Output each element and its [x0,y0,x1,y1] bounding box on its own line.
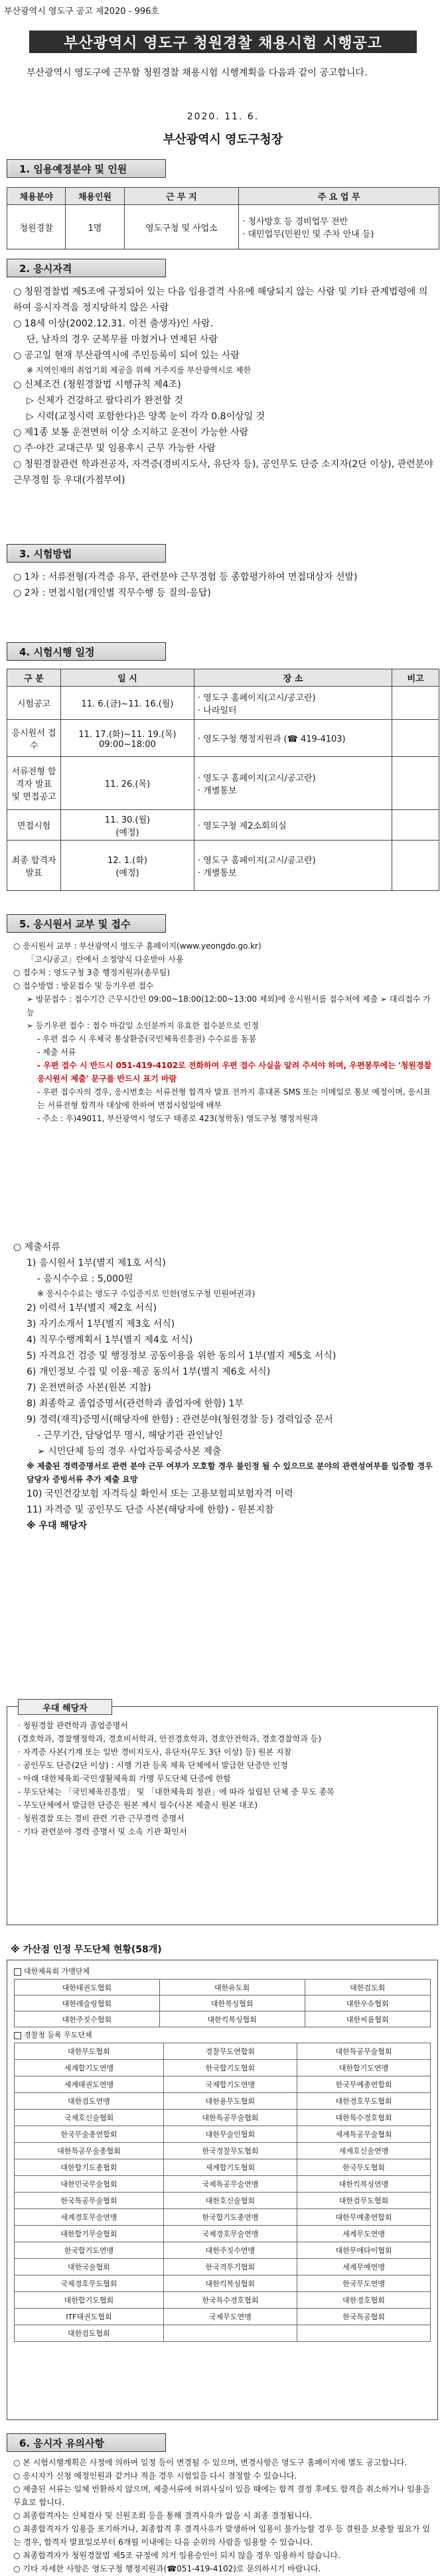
association-cell: 대한킥복싱협회 [159,2011,305,2027]
eligibility-item: ○ 청원경찰법 제5조에 규정되어 있는 다음 임용결격 사유에 해당되지 않는 사람 및 기타 관계법령에 의하여 응시자격을 정지당하지 않은 사람 [13,287,428,313]
association-cell: 대한용무도협회 [163,2093,297,2110]
preference-box-title: 우대 해당자 [18,1699,112,1715]
association-cell: 세계합기도연맹 [15,2060,164,2076]
association-cell: 한국무도협회 [297,2159,430,2176]
association-row [15,2292,431,2309]
positions-table [7,187,439,249]
doc-item: ※ 응시수수료는 영도구 수입증지로 인한(영도구청 민원여권과) [37,1289,256,1298]
doc-item: 11) 자격증 및 공인무도 단증 사본(해당자에 한함) - 원본지참 [27,1505,274,1515]
note-item: ○ 본 시험시행계획은 사정에 의하여 일정 등이 변경될 수 있으며, 변경사항은 영도구 홈페이지에 별도 공고합니다. [13,2458,408,2467]
association-cell: 대한무술인협회 [163,2126,297,2143]
association-cell: 세계경호무술연맹 [15,2209,164,2226]
schedule-date: 11. 26.(목) [61,757,194,810]
eligibility-item: ○ 청원경찰관련 학과전공자, 자격증(경비지도사, 유단자 등), 공인무도 단증 소지자(2단 이상), 관련분야 근무경험 등 우대(가점부여) [13,459,433,486]
doc-item: 3) 자기소개서 1부(별지 제3호 서식) [27,1319,175,1329]
schedule-note [392,841,439,891]
note-item: ○ 최종합격자가 청원경찰법 제5조 규정에 의거 임용승인이 되지 않을 경우 임용하지 않습니다. [13,2551,340,2560]
application-item: ○ 응시원서 교부 : 부산광역시 영도구 홈페이지(www.yeongdo.go.kr) [13,941,261,951]
section-6-heading: 6. 응시자 유의사항 [7,2433,166,2452]
association-cell: 한국특수경호협회 [163,2292,297,2309]
association-row [15,2060,431,2076]
schedule-item: 면접시험 [7,810,61,841]
eligibility-item: ○ 제1종 보통 운전면허 이상 소지하고 운전이 가능한 사람 [13,427,249,438]
col-header: 채용인원 [66,188,124,205]
schedule-item: 서류전형 합격자 발표 및 면접공고 [7,757,61,810]
association-cell: 대한검도협회 [15,2325,164,2342]
eligibility-list [13,284,435,488]
application-item: ○ 접수방법 : 방문접수 및 등기우편 접수 [13,981,154,990]
association-cell: 한국무술총연합회 [15,2126,164,2143]
doc-item: 6) 개인정보 수집 및 이용·제공 동의서 1부(별지 제6호 서식) [27,1367,271,1377]
application-item: - 우편 접수자의 경우, 응시번호는 서류전형 합격자 발표 전까지 휴대폰 SMS 또는 이메일로 통보 예정이며, 응시표는 서류전형 합격자 대상에 한하여 면접시험일에 배부 [37,1087,431,1110]
required-docs [13,1239,435,1534]
association-cell: 대한검도연맹 [15,2093,164,2110]
note-item: ○ 제출된 서류는 일체 반환하지 않으며, 제출서류에 허위사실이 있을 때에는 합격 결정 후에도 합격을 취소하거나 임용을 무효로 합니다. [13,2484,430,2507]
association-cell: 국제합기도연맹 [163,2076,297,2093]
schedule-place: · 영도구 홈페이지(고시/공고란) · 개별통보 [194,841,392,891]
association-cell: 대한킥복싱연맹 [297,2176,430,2193]
association-cell: 국제특공무술연맹 [163,2176,297,2193]
association-cell: 대한복싱협회 [159,1996,305,2011]
eligibility-item: ▷ 신체가 건강하고 팔다리가 완전할 것 [27,395,183,406]
col-header: 구 분 [7,669,61,687]
duty-item: · 청사방호 등 경비업무 전반 [242,217,348,227]
eligibility-item: ▷ 시력(교정시력 포함한다)은 양쪽 눈이 각각 0.8이상일 것 [27,411,265,422]
eligibility-item: 단, 남자의 경우 군복무를 마쳤거나 면제된 사람 [27,334,218,345]
schedule-item: 시험공고 [7,687,61,720]
application-item: - 주소 : 우)49011, 부산광역시 영도구 태종로 423(청학동) 영도구청 행정지원과 [37,1114,319,1123]
application-item: - 제출 서류 [37,1048,76,1057]
association-cell: 대한국술협회 [15,2259,164,2275]
association-row [15,2176,431,2193]
schedule-note [392,687,439,720]
association-cell: 대한경호무도협회 [297,2093,430,2110]
association-cell: 한국합기도협회 [163,2060,297,2076]
association-cell: 국제경호무도협회 [15,2275,164,2292]
schedule-date: 11. 17.(화)~11. 19.(목) 09:00~18:00 [61,720,194,757]
association-cell: 대한무예총연합회 [297,2209,430,2226]
association-cell: 한국무도연맹 [297,2275,430,2292]
schedule-date: 11. 6.(금)~11. 16.(월) [61,687,194,720]
association-cell: 한국합기도연맹 [15,2242,164,2259]
schedule-table [7,669,439,891]
association-cell: 경찰무도연합회 [163,2043,297,2060]
association-cell: 대한유도회 [159,1980,305,1996]
col-header: 장 소 [194,669,392,687]
notes-list [13,2456,435,2575]
note-item: ○ 응시자가 신청 예정인원과 같거나 적을 경우 시험일을 다시 결정할 수 있습니다. [13,2471,297,2480]
position-field: 청원경찰 [7,205,66,249]
preference-box [7,1703,438,1925]
association-cell: 대한주짓수연맹 [163,2242,297,2259]
position-duties [239,205,439,249]
association-cell: 세계무예연맹 [297,2259,430,2275]
eligibility-item: ○ 공고일 현재 부산광역시에 주민등록이 되어 있는 사람 [13,350,240,361]
association-cell: 대한우슈협회 [305,1996,431,2011]
required-docs-title: ○ 제출서류 [13,1242,60,1253]
association-row [15,2325,431,2342]
association-cell: 대한무에타이협회 [297,2242,430,2259]
association-cell: 대한특공무술총협회 [15,2143,164,2159]
doc-item: - 근무기간, 담당업무 명시, 해당기관 관인날인 [37,1430,223,1441]
association-cell: 대한경호협회 [297,2292,430,2309]
doc-note: ※ 제출된 경력증명서로 관련 분야 근무 여부가 모호할 경우 불인정 될 수 있으므로 분야의 관련성여부를 입증할 경우 담당자 증빙서류 추가 제출 요망 [27,1461,433,1484]
eligibility-item: ○ 18세 이상(2002.12.31. 이전 출생자)인 사람. [13,318,214,329]
association-group-1-label: 대한체육회 가맹단체 [14,1966,90,1976]
schedule-note [392,810,439,841]
association-cell: 대한씨름협회 [305,2011,431,2027]
association-row [15,2242,431,2259]
preference-item: · 청원경찰 관련학과 졸업증명서 [18,1721,128,1730]
association-cell [163,2325,297,2342]
schedule-place: · 영도구청 제2소회의실 [194,810,392,841]
col-header: 일 시 [61,669,194,687]
association-cell: 한국합기도총연맹 [163,2209,297,2226]
association-cell: 대한합기무술협회 [15,2226,164,2242]
association-row [15,2159,431,2176]
schedule-place: · 영도구 홈페이지(고시/공고란) · 개별통보 [194,757,392,810]
association-cell: 대한특공무술협회 [163,2110,297,2126]
association-row [15,2110,431,2126]
association-cell: 대한레슬링협회 [15,1996,160,2011]
association-cell: 대한태권도협회 [15,1980,160,1996]
association-row [15,2209,431,2226]
checkbox-icon [14,2032,21,2039]
preference-item: (경호학과, 경찰행정학과, 경호비서학과, 안전경호학과, 경호안전학과, 경호경찰학과 등) [18,1734,322,1743]
association-cell: 한국특공협회 [297,2309,430,2325]
section-4-heading: 4. 시험시행 일정 [7,642,166,661]
schedule-note [392,720,439,757]
association-cell: 한국무예총연합회 [297,2076,430,2093]
association-row [15,2143,431,2159]
doc-item: 2) 이력서 1부(별지 제2호 서식) [27,1303,157,1314]
association-title: ※ 가산점 인정 무도단체 현황(58개) [11,1944,162,1955]
association-cell: 대한주짓수협회 [15,2011,160,2027]
checkbox-icon [14,1968,21,1976]
schedule-place: · 영도구 홈페이지(고시/공고란) · 나라일터 [194,687,392,720]
notice-number: 부산광역시 영도구 공고 제2020 - 996호 [4,7,159,17]
schedule-item: 최종 합격자 발표 [7,841,61,891]
doc-note: ※ 우대 해당자 [27,1521,87,1531]
preference-item: · 자격증 사본(기계 또는 일반 경비지도사, 유단자(무도 3단 이상) 등) 원본 지참 [18,1747,292,1757]
association-cell: 국제경호무술연맹 [163,2226,297,2242]
preference-item: - 무도단체는 「국민체육진흥법」 및 「대한체육회 정관」에 따라 설립된 단체 중 무도 종목 [18,1787,334,1796]
association-cell: 한국격투기협회 [163,2259,297,2275]
association-cell: 세계태권도연맹 [15,2076,164,2093]
note-item: ○ 최종합격자가 임용을 포기하거나, 최종합격 후 결격사유가 발생하여 임용이 불가능할 경우 등 결원을 보충할 필요가 있는 경우, 합격자 발표일로부터 6개월 이내에는 다음 순위의 사람을 임용할 수 있습니다. [13,2524,430,2547]
association-group-2-label: 경찰청 등록 무도단체 [14,2029,92,2040]
association-row [15,1980,431,1996]
exam-method-list [13,569,435,601]
association-group-1-table [14,1979,431,2027]
note-item: ○ 최종합격자는 신체검사 및 신원조회 등을 통해 결격사유가 없을 시 최종 결정됩니다. [13,2511,313,2520]
association-cell: 세계합기도협회 [163,2159,297,2176]
association-cell: 세계호신술연맹 [297,2143,430,2159]
application-item: ○ 접수처 : 영도구청 3층 행정지원과(총무팀) [13,968,171,977]
doc-item: 1) 응시원서 1부(별지 제1호 서식) [27,1258,166,1268]
association-row [15,2011,431,2027]
exam-method-item: ○ 2차 : 면접시험(개인별 직무수행 등 질의·응답) [13,588,211,598]
preference-item: - 무도단체에서 발급한 단증은 원본 제시 필수(사본 제출시 원본 대조) [18,1800,258,1810]
association-row [15,2193,431,2209]
association-cell: 대한민국무술협회 [15,2176,164,2193]
application-item: - 우편 접수 시 우체국 통상환증(국민체육진흥권) 수수료를 동봉 [37,1034,257,1044]
association-row [15,2126,431,2143]
schedule-note [392,757,439,810]
doc-item: 7) 운전면허증 사본(원본 지참) [27,1383,151,1393]
association-row [15,2226,431,2242]
col-header: 비고 [392,669,439,687]
association-cell: 대한검도회 [305,1980,431,1996]
schedule-item: 응시원서 접수 [7,720,61,757]
association-cell: 대한킥복싱협회 [163,2275,297,2292]
preference-item: · 기타 관련분야 경력 증명서 및 소속 기관 확인서 [18,1827,187,1836]
association-cell: 대한합기도연맹 [297,2060,430,2076]
section-5-heading: 5. 응시원서 교부 및 접수 [7,914,166,933]
eligibility-item: ○ 신체조건 (청원경찰법 시행규칙 제4조) [13,379,181,390]
association-row [15,2076,431,2093]
doc-item: 10) 국민건강보험 자격득실 확인서 또는 고용보험피보험자격 이력 [27,1489,293,1499]
association-cell: 대한합기도협회 [15,2292,164,2309]
preference-item: - 아래 대한체육회·국민생활체육회 가맹 무도단체 단증에 한함 [18,1774,231,1783]
doc-item: 5) 자격요건 검증 및 행정정보 공동이용을 위한 동의서 1부(별지 제5호 서식) [27,1351,336,1361]
section-1-heading: 1. 임용예정분야 및 인원 [7,159,166,178]
section-3-heading: 3. 시험방법 [7,544,166,563]
col-header: 채용분야 [7,188,66,205]
application-info [13,939,435,1125]
intro-text: 부산광역시 영도구에 근무할 청원경찰 채용시험 시행계획을 다음과 같이 공고합니다. [27,68,368,78]
application-item: ➢ 방문접수 : 접수기간 근무시간인 09:00~18:00(12:00~13:00 제외)에 응시원서를 접수처에 제출 ➢ 대리접수 가능 [27,994,431,1017]
association-cell: 대한검무도협회 [297,2193,430,2209]
association-cell [297,2325,430,2342]
association-cell: 세계특공무술협회 [297,2126,430,2143]
association-cell: 국제호신술협회 [15,2110,164,2126]
application-warning: - 우편 접수 시 반드시 051-419-4102로 전화하여 우편 접수 사실을 알려 주셔야 하며, 우편봉투에는 '청원경찰 응시원서 제출' 문구를 반드시 표기 바람 [37,1061,432,1083]
schedule-place: · 영도구청 행정지원과 (☎ 419-4103) [194,720,392,757]
section-2-heading: 2. 응시자격 [7,259,166,277]
association-row [15,2259,431,2275]
association-cell: ITF태권도협회 [15,2309,164,2325]
issuer: 부산광역시 영도구청장 [163,133,283,147]
association-row [15,2309,431,2325]
schedule-date: 12. 1.(화) (예정) [61,841,194,891]
eligibility-item: ※ 지역인재의 취업기회 제공을 위해 거주지를 부산광역시로 제한 [27,366,252,375]
association-box [7,1960,438,2420]
association-row [15,1996,431,2011]
schedule-date: 11. 30.(월) (예정) [61,810,194,841]
application-item: ➢ 등기우편 접수 : 접수 마감일 소인분까지 유효한 접수분으로 인정 [27,1021,259,1030]
preference-item: · 청원경찰 또는 경비 관련 기관 근무경력 증명서 [18,1814,185,1823]
notice-date: 2020. 11. 6. [186,111,260,122]
association-cell: 대한합기도총협회 [15,2159,164,2176]
association-cell: 대한무도협회 [15,2043,164,2060]
association-cell: 대한특수경호협회 [297,2110,430,2126]
doc-item: 9) 경력(재직)증명서(해당자에 한함) : 관련분야(청원경찰 등) 경력입증 문서 [27,1414,333,1425]
position-count: 1명 [66,205,124,249]
note-item: ○ 기타 자세한 사항은 영도구청 행정지원과(☎051-419-4102)로 문의하시기 바랍니다. [13,2564,321,2573]
association-cell: 국제무도연맹 [163,2309,297,2325]
notice-title: 부산광역시 영도구 청원경찰 채용시험 시행공고 [29,31,417,53]
association-row [15,2275,431,2292]
association-row [15,2093,431,2110]
association-cell: 한국경찰무도협회 [163,2143,297,2159]
application-item: 「고시/공고」란에서 소정양식 다운받아 사용 [27,955,184,964]
doc-item: 8) 최종학교 졸업증명서(관련학과 졸업자에 한함) 1부 [27,1398,244,1409]
association-cell: 세계무도연맹 [297,2226,430,2242]
association-cell: 대한특공무술협회 [297,2043,430,2060]
association-cell: 한국특공무술협회 [15,2193,164,2209]
duty-item: · 대민업무(민원인 및 주차 안내 등) [242,230,374,239]
association-row [15,2043,431,2060]
association-cell: 대한호신술협회 [163,2193,297,2209]
doc-item: ➢ 시민단체 등의 경우 사업자등록증사본 제출 [37,1446,222,1457]
doc-item: 4) 직무수행계획서 1부(별지 제4호 서식) [27,1335,193,1345]
doc-item: - 응시수수료 : 5,000원 [37,1274,133,1284]
association-group-2-table [14,2043,431,2342]
preference-item: · 공인무도 단증(2단 이상) : 시행 기관 등록 체육 단체에서 발급한 단증만 인정 [18,1761,288,1770]
position-place: 영도구청 및 사업소 [124,205,239,249]
col-header: 근 무 지 [124,188,239,205]
eligibility-item: ○ 주·야간 교대근무 및 임용후시 근무 가능한 사람 [13,443,216,454]
exam-method-item: ○ 1차 : 서류전형(자격증 유무, 관련분야 근무경험 등 종합평가하여 면접대상자 선발) [13,572,358,582]
col-header: 주 요 업 무 [239,188,439,205]
